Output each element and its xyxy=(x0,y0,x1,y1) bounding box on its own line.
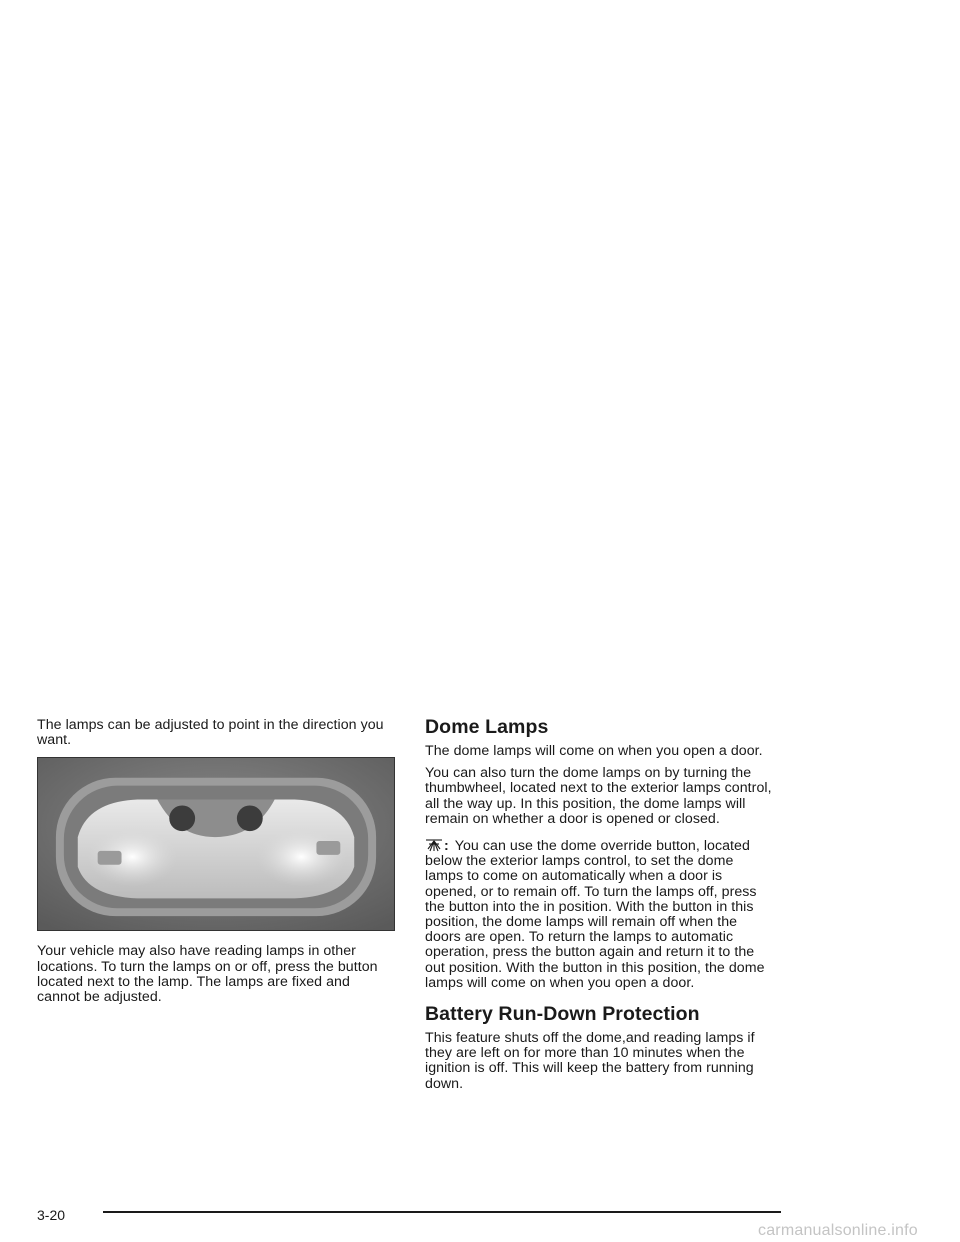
battery-heading: Battery Run-Down Protection xyxy=(425,1003,700,1026)
dome-lamps-paragraph-1: The dome lamps will come on when you open a door. xyxy=(425,743,763,759)
right-column xyxy=(425,716,775,1099)
dome-lamp-icon xyxy=(425,838,443,852)
battery-paragraph: This feature shuts off the dome,and reading lamps if they are left on for more than 10 minutes when the ignition is off. This will keep the battery from running down. xyxy=(425,1030,755,1092)
footer-rule xyxy=(103,1211,781,1213)
override-text: You can use the dome override button, located below the exterior lamps control, to set the dome lamps to come on automatically when a door is opened, or to remain off. To turn the lamps off, press the button into the in position. With the button in this position, the dome lamps will remain off when the doors are open. To return the lamps to automatic operation, press the button again and return it to the out position. With the button in this position, the dome lamps will come on when you open a door. xyxy=(425,838,765,991)
dome-override-paragraph xyxy=(425,838,775,991)
dome-lamps-paragraph-2: You can also turn the dome lamps on by turning the thumbwheel, located next to the exterior lamps control, all the way up. In this position, the dome lamps will remain on whether a door is opened or closed. xyxy=(425,765,772,827)
left-column xyxy=(37,718,389,1012)
watermark: carmanualsonline.info xyxy=(758,1222,918,1239)
intro-paragraph: The lamps can be adjusted to point in the direction you want. xyxy=(37,717,384,749)
dome-lamps-heading: Dome Lamps xyxy=(425,716,549,738)
override-colon: : xyxy=(444,838,449,855)
page-number: 3-20 xyxy=(37,1207,66,1223)
map-lamp-photo xyxy=(37,757,395,931)
reading-lamps-paragraph: Your vehicle may also have reading lamps in other locations. To turn the lamps on or off, press the button located next to the lamp. The lamps are fixed and cannot be adjusted. xyxy=(37,943,378,1006)
